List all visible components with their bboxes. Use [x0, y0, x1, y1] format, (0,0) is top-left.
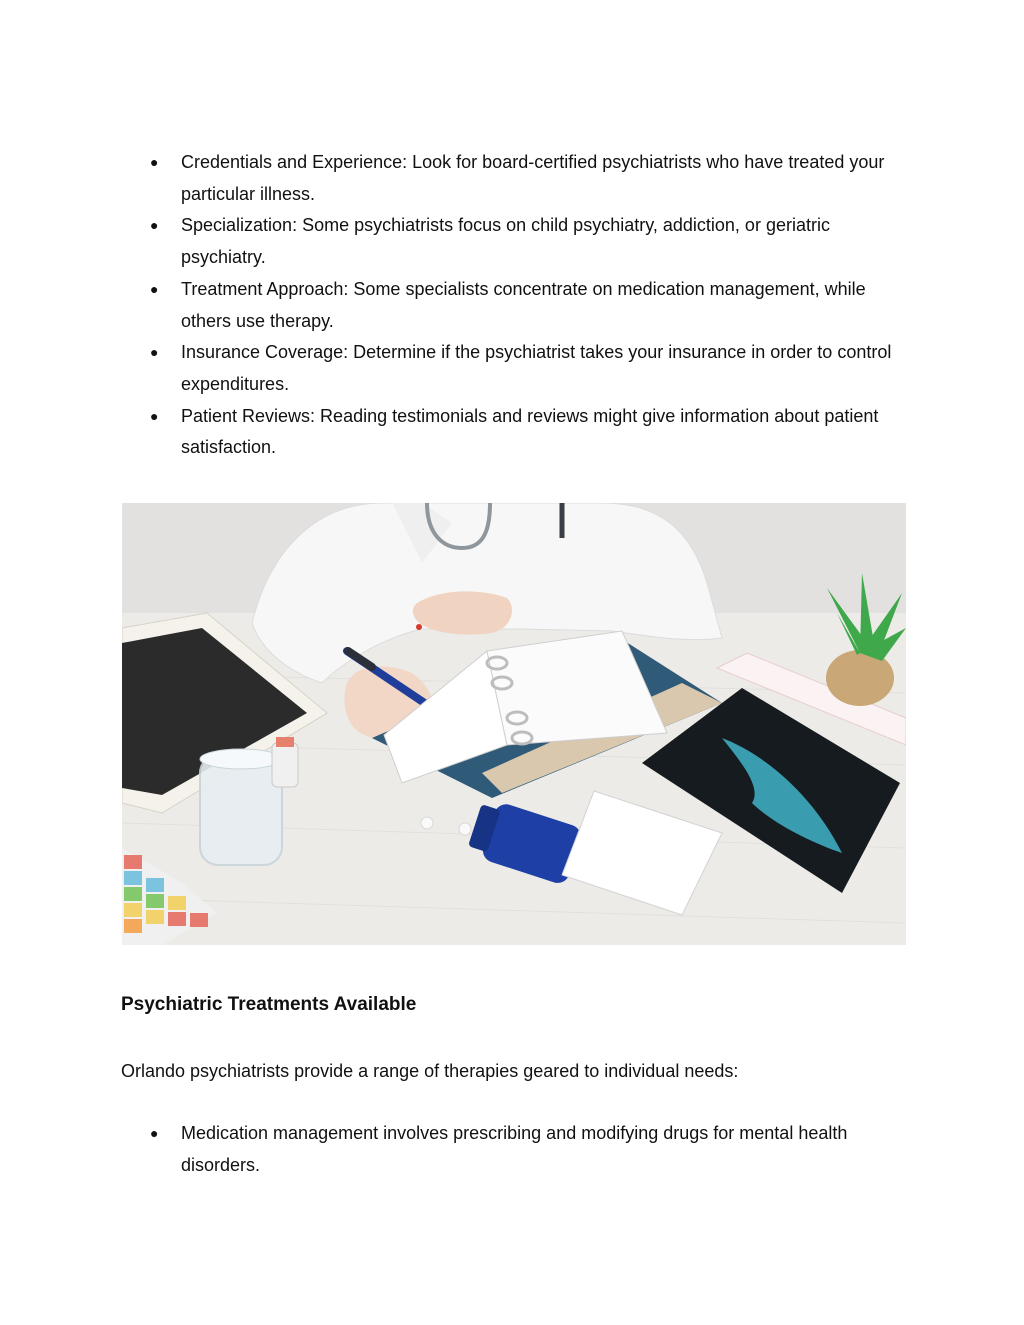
bullet-icon: ●: [150, 407, 159, 424]
list-item-text: Specialization: Some psychiatrists focus on child psychiatry, addiction, or geriatric psychiatry.: [181, 215, 830, 268]
bullet-icon: ●: [150, 344, 159, 361]
list-item: [150, 147, 910, 210]
list-item: [150, 210, 910, 273]
bullet-icon: ●: [150, 280, 159, 297]
list-item: [150, 401, 910, 464]
doctor-desk-photo: [122, 503, 906, 945]
list-item-text: Credentials and Experience: Look for board-certified psychiatrists who have treated your particular illness.: [181, 152, 885, 204]
list-item: [150, 1118, 910, 1181]
list-item-text: Insurance Coverage: Determine if the psychiatrist takes your insurance in order to control expenditures.: [181, 342, 892, 394]
list-item: [150, 274, 910, 337]
bullet-icon: ●: [150, 154, 159, 170]
considerations-list: [150, 147, 910, 464]
treatments-list: [150, 1118, 910, 1181]
section-intro: Orlando psychiatrists provide a range of therapies geared to individual needs:: [121, 1061, 739, 1081]
bullet-icon: ●: [150, 1125, 159, 1141]
bullet-icon: ●: [150, 217, 159, 234]
list-item-text: Medication management involves prescribing and modifying drugs for mental health disorders.: [181, 1123, 848, 1175]
list-item: [150, 337, 910, 400]
section-heading: Psychiatric Treatments Available: [121, 994, 417, 1015]
list-item-text: Patient Reviews: Reading testimonials and reviews might give information about patient satisfaction.: [181, 405, 879, 458]
list-item-text: Treatment Approach: Some specialists concentrate on medication management, while others use therapy.: [181, 278, 866, 331]
